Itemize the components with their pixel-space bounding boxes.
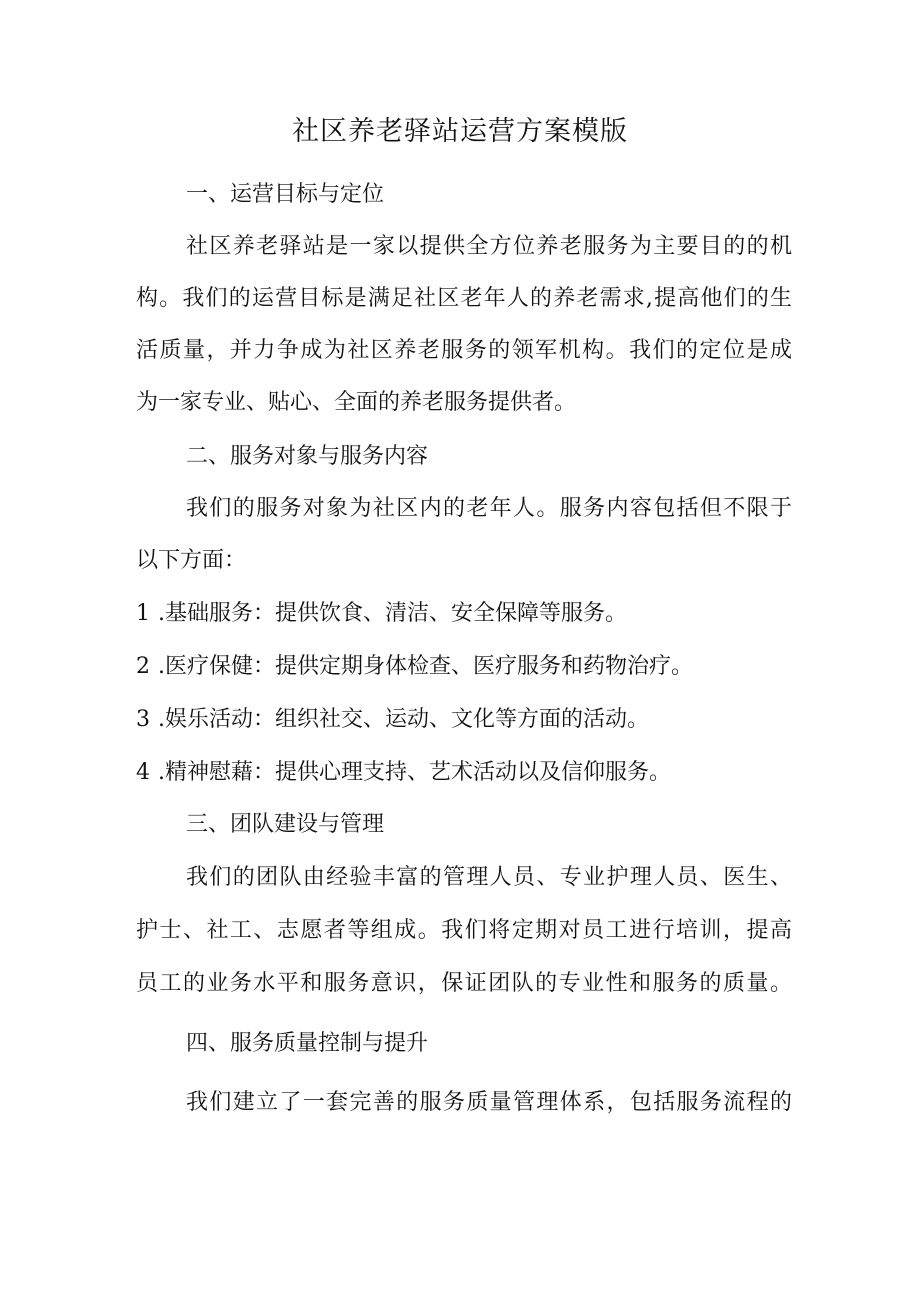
section-heading: 一、运营目标与定位 [186,182,385,207]
list-item [136,700,792,740]
paragraph-line: 我们的服务对象为社区内的老年人。服务内容包括但不限于 [186,496,792,521]
paragraph-line: 我们的团队由经验丰富的管理人员、专业护理人员、医生、 [186,865,792,890]
list-item-number: 4 [136,760,150,785]
paragraph-line: 以下方面： [136,548,247,573]
paragraph-line: 我们建立了一套完善的服务质量管理体系，包括服务流程的 [186,1090,792,1115]
paragraph-line: 为一家专业、贴心、全面的养老服务提供者。 [136,390,577,415]
paragraph-line: 社区养老驿站是一家以提供全方位养老服务为主要目的的机 [186,234,792,259]
list-item-number: 2 [136,654,150,679]
list-item-number: 1 [136,601,150,626]
document-title: 社区养老驿站运营方案模版 [292,116,628,147]
list-item-text: .精神慰藉：提供心理支持、艺术活动以及信仰服务。 [158,760,671,785]
list-item-text: .娱乐活动：组织社交、运动、文化等方面的活动。 [158,707,649,732]
paragraph-line: 构。我们的运营目标是满足社区老年人的养老需求,提高他们的生 [136,286,792,311]
paragraph-line: 员工的业务水平和服务意识，保证团队的专业性和服务的质量。 [136,971,792,996]
section-heading: 四、服务质量控制与提升 [186,1031,429,1056]
list-item [136,647,792,687]
paragraph-line: 护士、社工、志愿者等组成。我们将定期对员工进行培训，提高 [136,918,792,943]
paragraph-line: 活质量，并力争成为社区养老服务的领军机构。我们的定位是成 [136,338,792,363]
section-heading: 二、服务对象与服务内容 [186,444,429,469]
list-item-text: .医疗保健：提供定期身体检查、医疗服务和药物治疗。 [158,654,693,679]
list-item-number: 3 [136,707,150,732]
section-heading: 三、团队建设与管理 [186,812,385,837]
list-item [136,753,792,793]
list-item-text: .基础服务：提供饮食、清洁、安全保障等服务。 [158,601,627,626]
list-item [136,594,792,634]
